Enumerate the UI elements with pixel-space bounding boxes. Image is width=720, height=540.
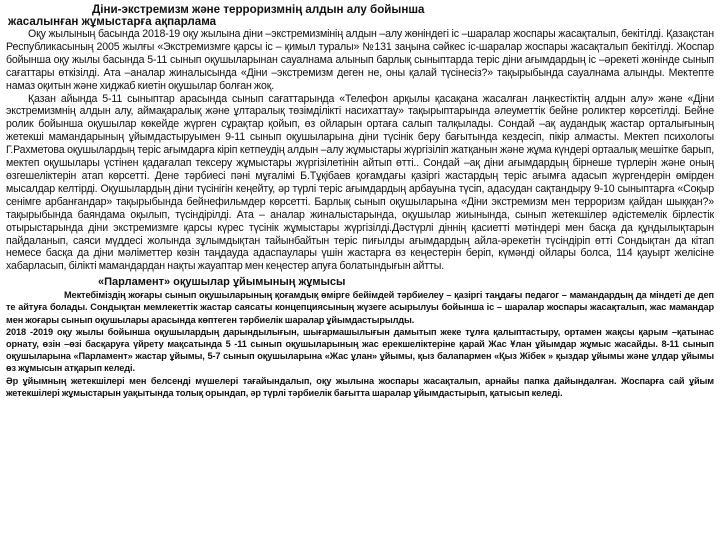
paragraph-2: Қазан айында 5-11 сыныптар арасында сынып сағаттарында «Телефон арқылы қасақана жасалған лаңкестіктің алдын алу» және «Діни экстремизмнің алдын алу, аймақаралық және ұлтаралық төзімділікті насихаттау» тақырыптарында әлеуметтік бейне роликтер көрсетілді. Бейне ролик бойынша оқушылар көкейде жүрген сұрақтар қойып, өз ойларын ортаға салып талқылады. Сондай –ақ аудандық жастар орталығының жетекші мамандарының ұйымдастыруымен 9-11 сынып оқушыларына діни түсінік беру бағытында кездесіп, пікір алмасты. Мектеп психологы Г.Рахметова оқушылардың теріс ағымдарға кіріп кетпеудің алдын –алу жұмыстары жүргізіліп жатқанын және жұма күндері ортаалық мешітке барып, мектеп оқушылары үстінен қадағалап тексеру жұмыстары жүргізілетінін айтып өтті.. Сондай –ақ діни ағымдардың бірнеше түрлерін және оның өзгешеліктерін атап көрсетті. Дене тәрбиесі пәні мұғалімі Б.Тұқібаев қоғамдағы қазіргі жастардың теріс ағымға адасып жүргендерін өмірден мысалдар келтірді. Оқушылардың діни түсінігін кеңейту, әр түрлі теріс ағымдардың арбауына түсіп, адасудан сақтандыру 9-10 сыныптарға «Соқыр сенімге арбанғандар» тақырыбында бейнефильмдер көрсетті. Барлық сынып оқушыларына «Діни экстремизм мен терроризм қайдан шыққан?» тақырыбында баяндама оқылып, түсіндірілді. Ата – аналар жиналыстарында, оқушылар жиынында, сынып жетекшілер әдістемелік бірлестік отырыстарында діни экстремизмге қарсы күрес түсінік жұмыстары жүргізілді.Дәстүрлі діннің қасиетті мәтіндері мен басқа да құндылықтарын пайдаланып, саяси мүддесі жолында зұлымдықтан тайынбайтын теріс пиғылды ағымдардың айла-әрекетін түсіндіріп өтті Сондықтан да кітап немесе басқа да діни мәліметтер көзін таңдауда адаспаулары үшін жастарға өз кеңестерін беріп, күмәнді ойлары болса, 114 қауырт желісіне хабарласып, білікті мамандардан нақты жауаптар мен кеңестер апуға болатындығын айтты. bbox=[6, 92, 714, 273]
section-2-paragraph-2: 2018 -2019 оқу жылы бойынша оқушылардың дарындылығын, шығармашылығын дамытып жеке тұлға қалыптастыру, ортамен жақсы қарым –қатынас орнату, өзін –өзі басқаруға үйрету мақсатында 5 -11 сынып оқушыларының жас ерекшеліктеріне қарай Жас Ұлан ұйымдар жұмыс жасайды. 8-11 сынып оқушыларына «Парламент» жастар ұйымы, 5-7 сынып оқушыларына «Жас ұлан» ұйымы, қыз балапармен «Қыз Жібек » қыздар ұйымы және ұлдар ұйымы өз жұмысын атқарып келеді. bbox=[6, 326, 714, 374]
section-2-paragraph-1: Мектебіміздің жоғары сынып оқушыларының қоғамдық өмірге бейімдей тәрбиелеу – қазіргі таңдағы педагог – мамандардың да міндеті де деп те айтуға болады. Сондықтан мемлекеттік жастар саясаты концепциясының жүзеге асырылуы бойынша іс – шаралар жоспары жасақталып, жас мамандар мен жоғары сынып оқушылары арасында көптеген тәрбиелік шаралар ұйымдастырылды. bbox=[6, 290, 714, 325]
title-line-2: жасалынған жұмыстарға ақпарлама bbox=[8, 15, 217, 28]
document-page bbox=[6, 4, 714, 536]
section-2-title: «Парламент» оқушылар ұйымының жұмысы bbox=[98, 276, 346, 289]
section-2-paragraph-3: Әр ұйымның жетекшілері мен белсенді мүшелері тағайындалып, оқу жылына жоспары жасақталып, арнайы папка дайындалған. Жоспарға сай ұйым жетекшілері жұмыстарын уақытында толық орындап, әр түрлі тәрбиелік бағытта шаралар ұйымдастырып, қатысып келеді. bbox=[6, 375, 714, 398]
page-title bbox=[6, 4, 714, 28]
title-line-1: Діни-экстремизм және терроризмнің алдын алу бойынша bbox=[92, 4, 425, 16]
paragraph-1: Оқу жылының басында 2018-19 оқу жылына діни –экстремизмінің алдын –алу жөніндегі іс –шаралар жоспары жасақталып, бекітілді. Қазақстан Республикасының 2005 жылғы «Экстремизмге қарсы іс – қимыл туралы» №131 заңына сәйкес іс-шаралар жоспары жасақталып бекітілді. Жоспар бойынша оқу жылы басында 5-11 сынып оқушыларынан сауалнама алынып барлық сыныптарда теріс діни ағымдардың іс –әрекеті жөнінде сынып сағаттары өткізілді. Ата –аналар жиналысында «Діни –экстремизм деген не, оны қалай түсінесіз?» тақырыбында сауалнама алынды. Мектепте намаз оқитын және хиджаб киетін оқушылар болған жоқ. bbox=[6, 28, 714, 92]
